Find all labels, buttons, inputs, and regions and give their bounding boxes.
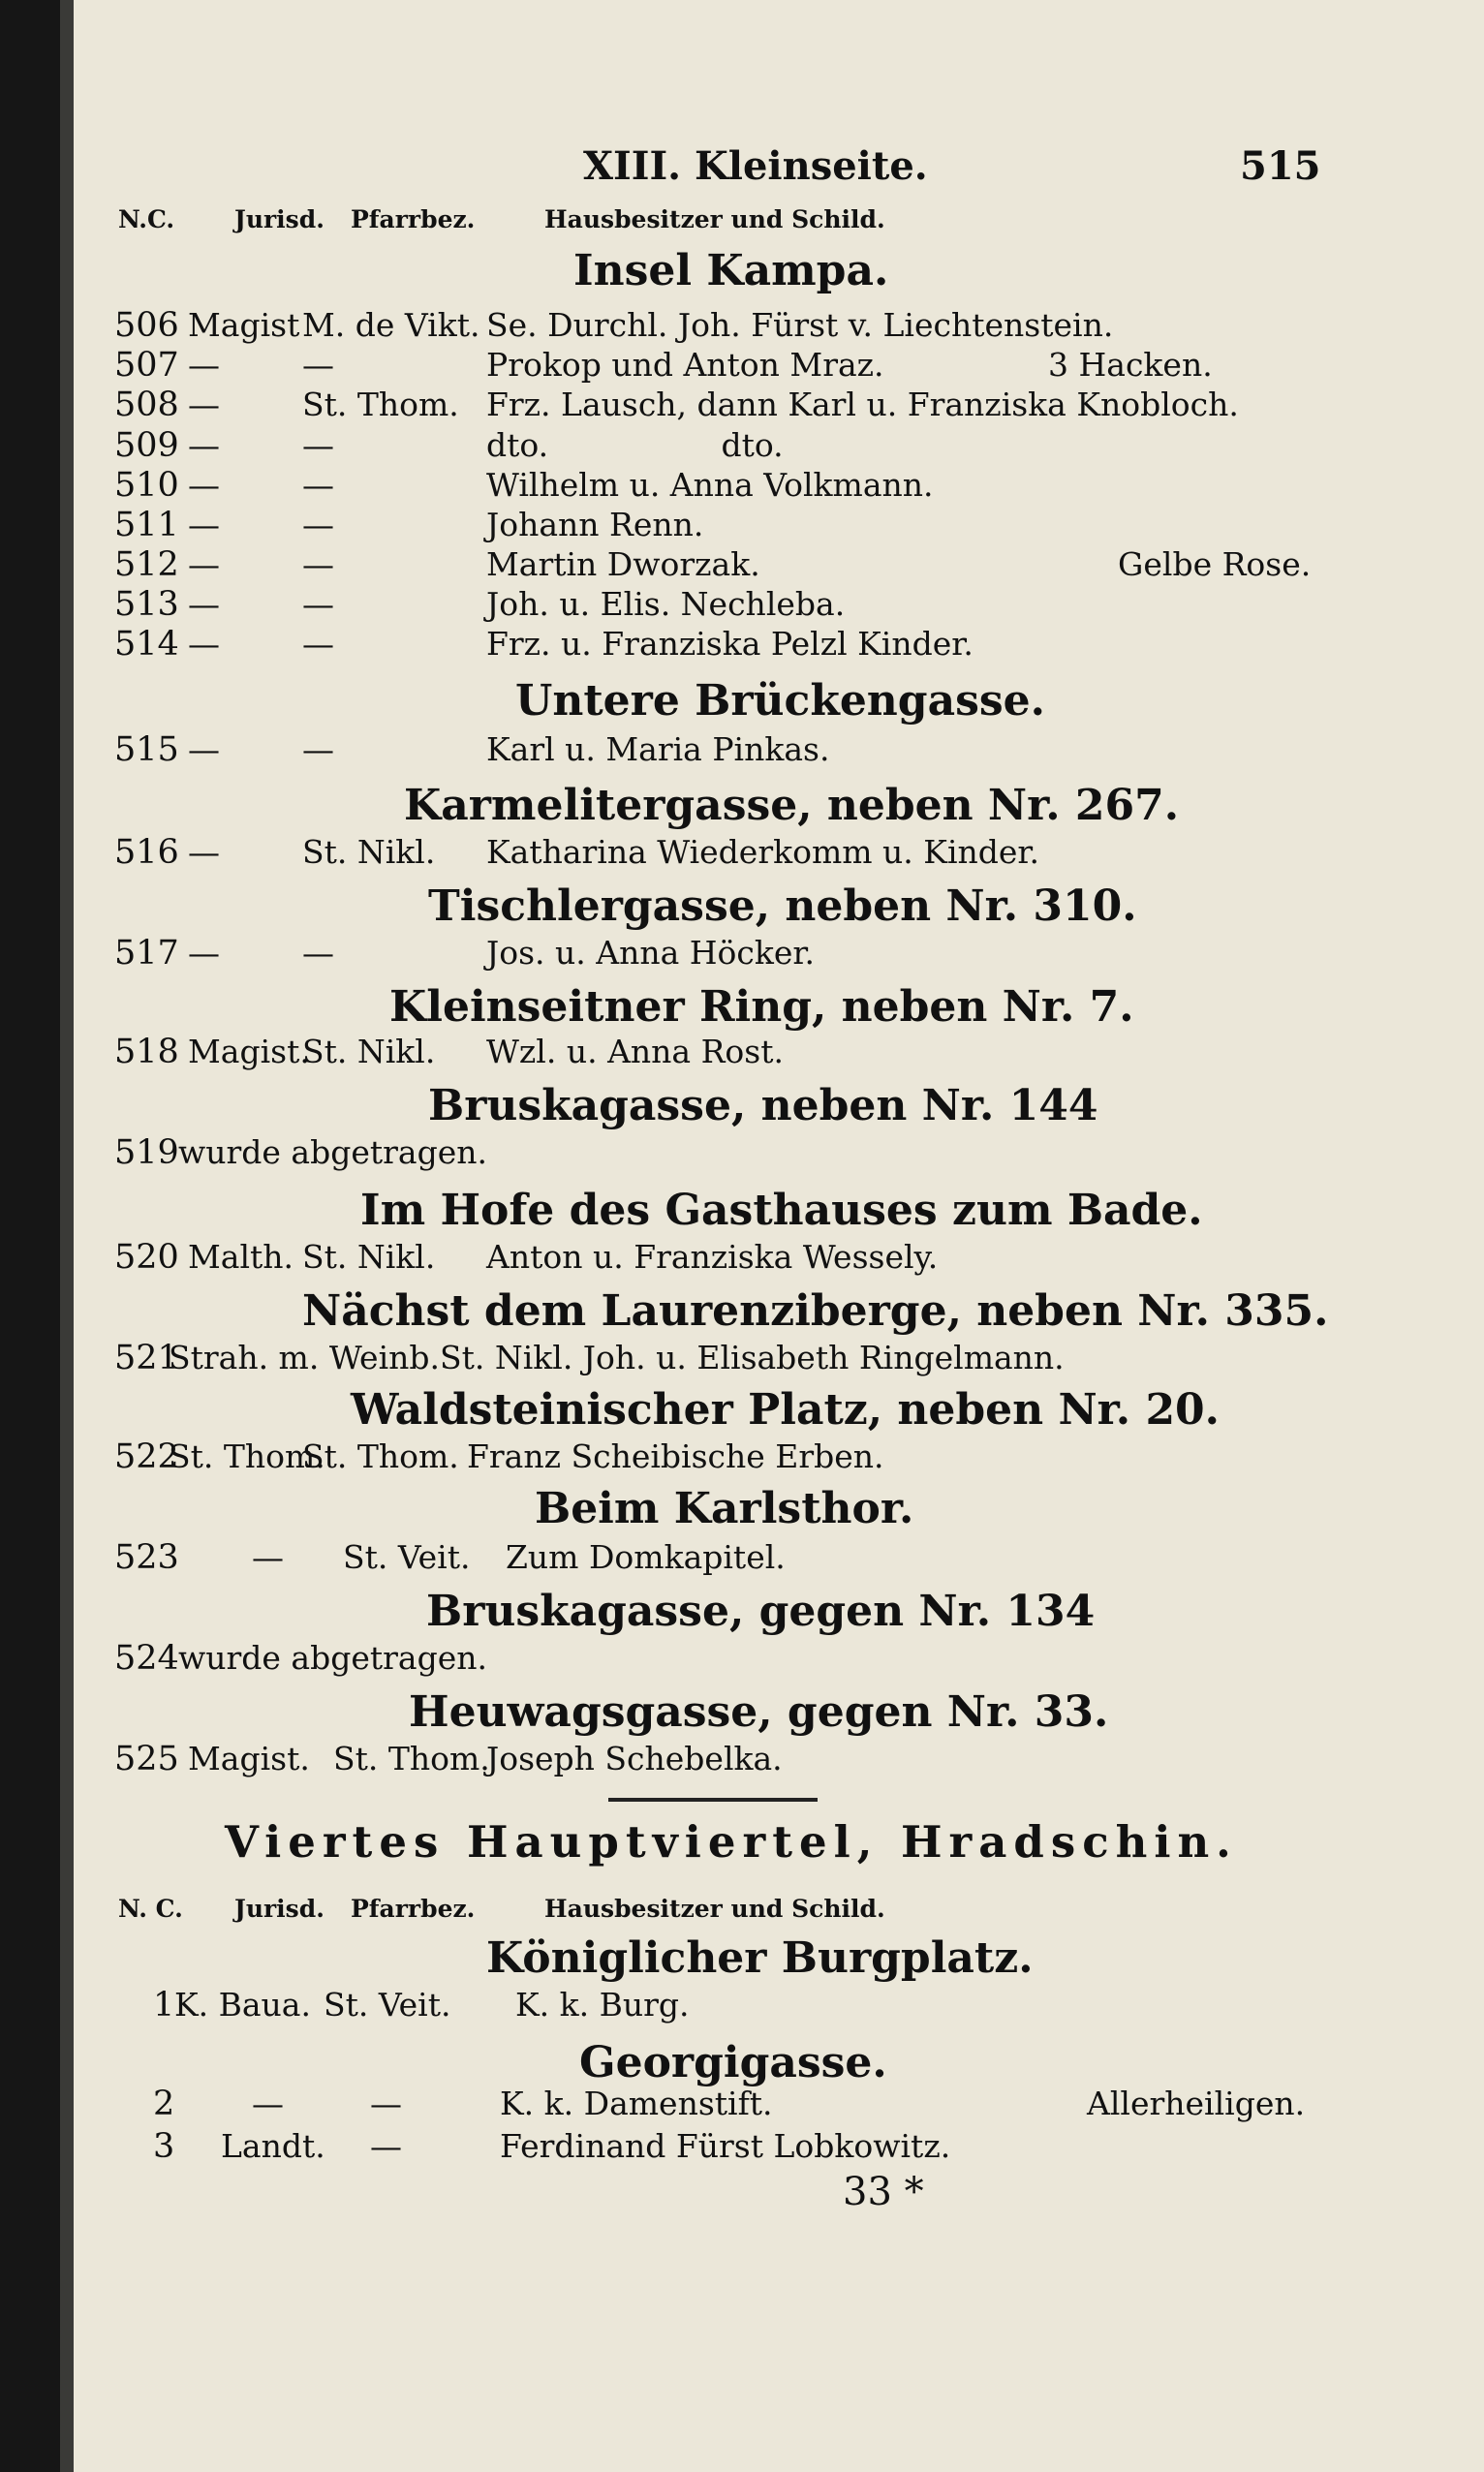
street-heading: Im Hofe des Gasthauses zum Bade.: [360, 1186, 1203, 1235]
table-row: [60, 306, 1455, 351]
owner: Frz. Lausch, dann Karl u. Franziska Knobloch.: [486, 386, 1239, 423]
house-number: 523: [114, 1538, 179, 1577]
jurisdiction: Magist.: [188, 1740, 310, 1777]
section-title: Viertes Hauptviertel, Hradschin.: [225, 1816, 1238, 1868]
col-header-owner: Hausbesitzer und Schild.: [544, 1895, 885, 1923]
house-number: 511: [114, 506, 179, 544]
parish: —: [302, 625, 334, 663]
owner: dto. dto.: [486, 426, 784, 464]
owner: Martin Dworzak.: [486, 545, 760, 583]
street-heading: Königlicher Burgplatz.: [486, 1933, 1034, 1983]
parish: St. Veit.: [343, 1538, 471, 1576]
jurisdiction: Landt.: [221, 2127, 325, 2165]
page-number: 515: [1240, 143, 1321, 189]
house-number: 506: [114, 306, 179, 345]
running-title: XIII. Kleinseite.: [583, 143, 928, 189]
col-header-pfarrbez: Pfarrbez.: [351, 1895, 476, 1923]
jurisdiction: —: [188, 585, 220, 623]
owner: K. k. Burg.: [515, 1986, 690, 2024]
table-row: [60, 585, 1455, 630]
house-number: 518: [114, 1033, 179, 1071]
demolished-note: wurde abgetragen.: [178, 1133, 487, 1171]
parish: St. Thom.: [333, 1740, 490, 1777]
jurisdiction: —: [252, 2085, 284, 2122]
table-row: [60, 1986, 1455, 2030]
parish: —: [370, 2085, 402, 2122]
jurisdiction: Magist.: [188, 1033, 310, 1070]
jurisdiction: —: [188, 545, 220, 583]
table-row: [60, 625, 1455, 669]
parish: St. Thom.: [302, 1437, 459, 1475]
owner: Katharina Wiederkomm u. Kinder.: [486, 833, 1040, 871]
parish: —: [302, 466, 334, 504]
parish: —: [302, 426, 334, 464]
house-sign: 3 Hacken.: [1048, 346, 1213, 384]
jurisdiction: Magist: [188, 306, 300, 344]
owner: Johann Renn.: [486, 506, 704, 543]
street-heading: Waldsteinischer Platz, neben Nr. 20.: [351, 1385, 1220, 1435]
house-number: 509: [114, 426, 179, 465]
owner: Franz Scheibische Erben.: [467, 1437, 884, 1475]
owner: Prokop und Anton Mraz.: [486, 346, 884, 384]
parish: —: [302, 506, 334, 543]
house-number: 517: [114, 934, 179, 973]
jurisdiction: —: [188, 625, 220, 663]
owner: K. k. Damenstift.: [500, 2085, 773, 2122]
book-page: [60, 0, 1484, 2472]
table-row: [60, 506, 1455, 550]
jurisdiction: —: [188, 466, 220, 504]
parish: St. Nikl.: [302, 833, 436, 871]
col-header-jurisd: Jurisd.: [234, 1895, 325, 1923]
table-row: [60, 346, 1455, 390]
table-row: [60, 386, 1455, 430]
table-row: [60, 2085, 1455, 2129]
table-row: [60, 1538, 1455, 1583]
street-heading: Tischlergasse, neben Nr. 310.: [428, 881, 1137, 931]
house-number: 520: [114, 1238, 179, 1277]
house-number: 519: [114, 1133, 179, 1172]
house-number: 1: [153, 1986, 175, 2024]
col-header-nr: N. C.: [118, 1895, 183, 1923]
jurisdiction: St. Thom.: [169, 1437, 325, 1475]
jurisdiction: —: [188, 506, 220, 543]
street-heading: Untere Brückengasse.: [515, 676, 1045, 726]
house-number: 521: [114, 1339, 179, 1377]
jurisdiction: Malth.: [188, 1238, 294, 1276]
jurisdiction: —: [188, 934, 220, 972]
jurisdiction: —: [188, 386, 220, 423]
parish: —: [302, 585, 334, 623]
house-number: 515: [114, 730, 179, 769]
house-number: 514: [114, 625, 179, 664]
owner: Wzl. u. Anna Rost.: [486, 1033, 784, 1070]
house-number: 522: [114, 1437, 179, 1476]
parish: —: [370, 2127, 402, 2165]
col-header-nr: N.C.: [118, 205, 175, 233]
owner: Anton u. Franziska Wessely.: [486, 1238, 939, 1276]
street-heading: Georgigasse.: [579, 2038, 887, 2087]
parish: M. de Vikt.: [302, 306, 480, 344]
street-heading: Insel Kampa.: [573, 246, 889, 295]
house-number: 2: [153, 2085, 175, 2123]
house-sign: Gelbe Rose.: [1118, 545, 1312, 583]
signature-mark: 33 *: [843, 2170, 924, 2214]
house-number: 508: [114, 386, 179, 424]
jurisdiction: K. Baua.: [174, 1986, 311, 2024]
table-row: [60, 466, 1455, 510]
house-number: 513: [114, 585, 179, 624]
col-header-owner: Hausbesitzer und Schild.: [544, 205, 885, 233]
street-heading: Bruskagasse, gegen Nr. 134: [426, 1587, 1096, 1636]
parish: St. Thom.: [302, 386, 459, 423]
owner: Joseph Schebelka.: [486, 1740, 783, 1777]
parish: —: [302, 934, 334, 972]
table-row: [60, 1033, 1455, 1077]
owner: Frz. u. Franziska Pelzl Kinder.: [486, 625, 974, 663]
table-row: [60, 1339, 1455, 1383]
parish: —: [302, 545, 334, 583]
demolished-note: wurde abgetragen.: [178, 1639, 487, 1677]
street-heading: Heuwagsgasse, gegen Nr. 33.: [409, 1687, 1109, 1737]
street-heading: Bruskagasse, neben Nr. 144: [428, 1081, 1098, 1130]
table-row: [60, 1437, 1455, 1482]
jurisdiction: Strah. m. Weinb.: [169, 1339, 441, 1376]
col-header-pfarrbez: Pfarrbez.: [351, 205, 476, 233]
table-row: [60, 934, 1455, 978]
jurisdiction: —: [252, 1538, 284, 1576]
house-sign: Allerheiligen.: [1087, 2085, 1306, 2122]
owner: Jos. u. Anna Höcker.: [486, 934, 816, 972]
table-row: [60, 1238, 1455, 1282]
section-divider: [608, 1798, 818, 1802]
table-row: [60, 1133, 1455, 1178]
street-heading: Kleinseitner Ring, neben Nr. 7.: [389, 982, 1134, 1032]
jurisdiction: —: [188, 346, 220, 384]
owner: Zum Domkapitel.: [506, 1538, 786, 1576]
parish: —: [302, 346, 334, 384]
parish: —: [302, 730, 334, 768]
house-number: 516: [114, 833, 179, 872]
table-row: [60, 1740, 1455, 1784]
owner: Wilhelm u. Anna Volkmann.: [486, 466, 934, 504]
col-header-jurisd: Jurisd.: [234, 205, 325, 233]
parish: St. Nikl.: [302, 1033, 436, 1070]
table-row: [60, 2127, 1455, 2172]
street-heading: Karmelitergasse, neben Nr. 267.: [404, 781, 1180, 830]
jurisdiction: —: [188, 833, 220, 871]
street-heading: Beim Karlsthor.: [535, 1484, 914, 1533]
parish: St. Nikl.: [302, 1238, 436, 1276]
table-row: [60, 833, 1455, 878]
jurisdiction: —: [188, 426, 220, 464]
street-heading: Nächst dem Laurenziberge, neben Nr. 335.: [302, 1286, 1329, 1336]
house-number: 3: [153, 2127, 175, 2166]
house-number: 512: [114, 545, 179, 584]
house-number: 524: [114, 1639, 179, 1678]
owner: Karl u. Maria Pinkas.: [486, 730, 830, 768]
table-row: [60, 1639, 1455, 1684]
house-number: 525: [114, 1740, 179, 1778]
table-row: [60, 730, 1455, 775]
owner: Ferdinand Fürst Lobkowitz.: [500, 2127, 951, 2165]
owner: St. Nikl. Joh. u. Elisabeth Ringelmann.: [440, 1339, 1065, 1376]
parish: St. Veit.: [324, 1986, 451, 2024]
house-number: 510: [114, 466, 179, 505]
owner: Se. Durchl. Joh. Fürst v. Liechtenstein.: [486, 306, 1114, 344]
owner: Joh. u. Elis. Nechleba.: [486, 585, 846, 623]
house-number: 507: [114, 346, 179, 385]
table-row: [60, 545, 1455, 590]
table-row: [60, 426, 1455, 471]
jurisdiction: —: [188, 730, 220, 768]
